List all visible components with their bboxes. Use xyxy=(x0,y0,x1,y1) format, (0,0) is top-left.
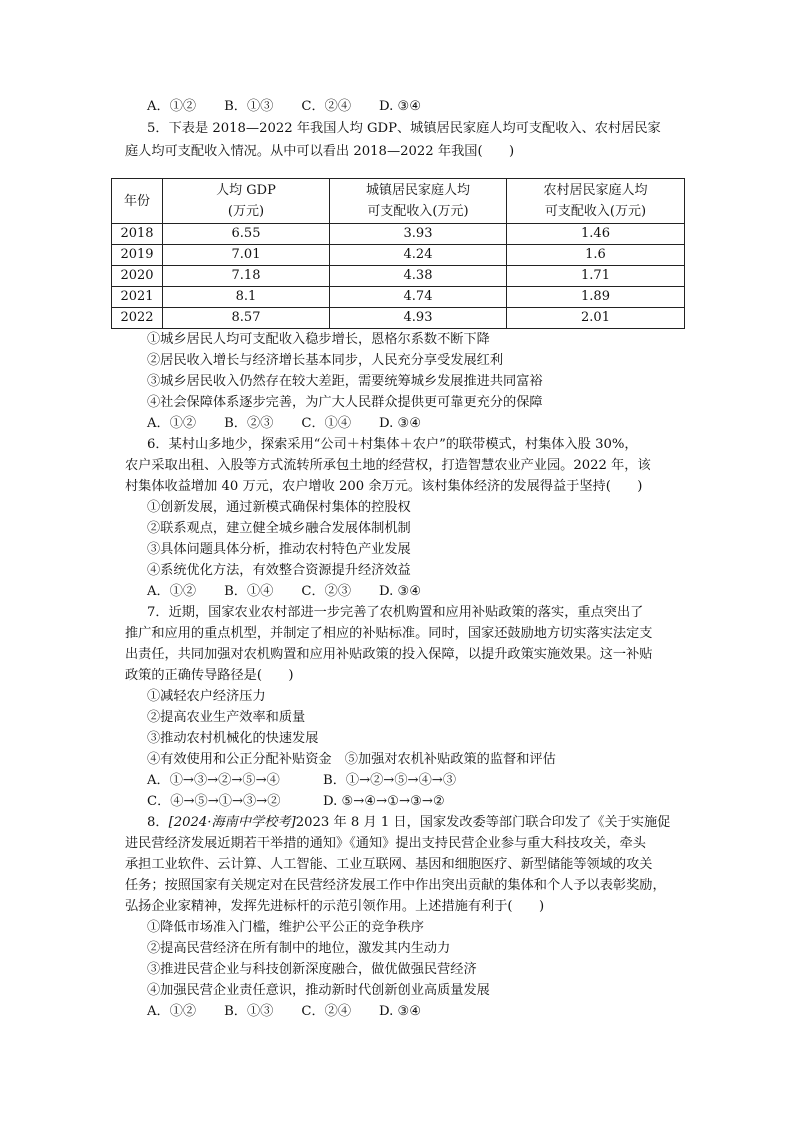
q5-item-3: ③城乡居民收入仍然存在较大差距，需要统筹城乡发展推进共同富裕 xyxy=(147,374,543,389)
q5-option-b: B．②③ xyxy=(224,416,274,431)
q8-option-d: D. ③④ xyxy=(379,1004,422,1019)
table-header-row xyxy=(112,179,685,224)
q7-option-a: A．①→③→②→⑤→④ xyxy=(147,773,280,788)
q6-option-d: D. ③④ xyxy=(379,584,422,599)
table-row xyxy=(112,224,685,245)
q8-item-4: ④加强民营企业责任意识，推动新时代创新创业高质量发展 xyxy=(147,983,490,998)
table-row xyxy=(112,287,685,308)
table-header-rural-income: 农村居民家庭人均 可支配收入(万元) xyxy=(507,179,685,224)
table-cell: 1.89 xyxy=(507,287,685,308)
q8-stem-line-2: 进民营经济发展近期若干举措的通知》《通知》提出支持民营企业参与重大科技攻关，牵头 xyxy=(125,836,646,851)
q5-option-c: C．①④ xyxy=(301,416,352,431)
q8-item-3: ③推进民营企业与科技创新深度融合，做优做强民营经济 xyxy=(147,962,477,977)
table-cell: 3.93 xyxy=(330,224,507,245)
q8-item-1: ①降低市场准入门槛，维护公平公正的竞争秩序 xyxy=(147,920,424,935)
q8-source: [2024·海南中学校考] xyxy=(168,815,296,830)
table-cell: 2018 xyxy=(112,224,163,245)
table-cell: 4.38 xyxy=(330,266,507,287)
q4-option-a: A．①② xyxy=(147,99,197,114)
q8-stem-line-3: 承担工业软件、云计算、人工智能、工业互联网、基因和细胞医疗、新型储能等领域的攻关 xyxy=(125,857,653,872)
q5-stem-line-2: 庭人均可支配收入情况。从中可以看出 2018—2022 年我国( ) xyxy=(125,144,515,159)
q7-item-1: ①减轻农户经济压力 xyxy=(147,689,266,704)
table-cell: 2020 xyxy=(112,266,163,287)
q7-option-d: D. ⑤→④→①→③→② xyxy=(323,794,445,809)
q4-options xyxy=(147,97,421,117)
q7-item-2: ②提高农业生产效率和质量 xyxy=(147,710,306,725)
q8-stem-line-5: 弘扬企业家精神，发挥先进标杆的示范引领作用。上述措施有利于( ) xyxy=(125,899,545,914)
table-cell: 1.71 xyxy=(507,266,685,287)
table-cell: 4.93 xyxy=(330,308,507,329)
q6-item-4: ④系统优化方法，有效整合资源提升经济效益 xyxy=(147,563,411,578)
q4-option-c: C．②④ xyxy=(301,99,352,114)
q6-option-a: A．①② xyxy=(147,584,197,599)
q5-option-a: A．①② xyxy=(147,416,197,431)
q7-option-c: C．④→⑤→①→③→② xyxy=(147,794,281,809)
q7-options-row-1 xyxy=(147,771,456,791)
q6-stem-line-1: 6．某村山多地少，探索采用“公司＋村集体＋农户”的联带模式，村集体入股 30%， xyxy=(147,437,638,452)
table-cell: 7.18 xyxy=(163,266,330,287)
q6-item-2: ②联系观点，建立健全城乡融合发展体制机制 xyxy=(147,521,411,536)
q5-option-d: D. ③④ xyxy=(379,416,422,431)
table-row xyxy=(112,266,685,287)
q6-option-b: B．①④ xyxy=(224,584,274,599)
q6-options xyxy=(147,582,421,602)
table-header-urban-income: 城镇居民家庭人均 可支配收入(万元) xyxy=(330,179,507,224)
q8-stem-line-1 xyxy=(147,813,670,833)
table-cell: 4.24 xyxy=(330,245,507,266)
q5-item-4: ④社会保障体系逐步完善，为广大人民群众提供更可靠更充分的保障 xyxy=(147,395,543,410)
q7-option-b: B．①→②→⑤→④→③ xyxy=(323,773,457,788)
q7-stem-line-4: 政策的正确传导路径是( ) xyxy=(125,668,294,683)
q4-option-d: D. ③④ xyxy=(379,99,422,114)
table-cell: 2021 xyxy=(112,287,163,308)
q7-stem-line-2: 推广和应用的重点机型，并制定了相应的补贴标准。同时，国家还鼓励地方切实落实法定支 xyxy=(125,626,653,641)
table-header-year: 年份 xyxy=(112,179,163,224)
q8-option-a: A．①② xyxy=(147,1004,197,1019)
table-cell: 2.01 xyxy=(507,308,685,329)
table-cell: 2019 xyxy=(112,245,163,266)
q7-options-row-2 xyxy=(147,792,445,812)
table-cell: 4.74 xyxy=(330,287,507,308)
q7-stem-line-3: 出责任，共同加强对农机购置和应用补贴政策的投入保障，以提升政策实施效果。这一补贴 xyxy=(125,647,653,662)
q5-options xyxy=(147,414,421,434)
q8-stem-text: 2023 年 8 月 1 日，国家发改委等部门联合印发了《关于实施促 xyxy=(295,815,671,830)
q8-option-c: C．②④ xyxy=(301,1004,352,1019)
q5-income-table xyxy=(111,178,685,329)
q6-stem-line-2: 农户采取出租、入股等方式流转所承包土地的经营权，打造智慧农业产业园。2022 年，该 xyxy=(125,458,651,473)
q8-stem-line-4: 任务；按照国家有关规定对在民营经济发展工作中作出突出贡献的集体和个人予以表彰奖励， xyxy=(125,878,666,893)
table-row xyxy=(112,308,685,329)
q5-stem-line-1: 5．下表是 2018—2022 年我国人均 GDP、城镇居民家庭人均可支配收入、农村居民家 xyxy=(147,121,661,136)
q6-option-c: C．②③ xyxy=(301,584,352,599)
table-cell: 7.01 xyxy=(163,245,330,266)
table-header-gdp: 人均 GDP (万元) xyxy=(163,179,330,224)
q6-stem-line-3: 村集体收益增加 40 万元，农户增收 200 余万元。该村集体经济的发展得益于坚持( ) xyxy=(125,479,643,494)
table-cell: 2022 xyxy=(112,308,163,329)
q5-item-2: ②居民收入增长与经济增长基本同步，人民充分享受发展红利 xyxy=(147,353,504,368)
q8-option-b: B．①③ xyxy=(224,1004,274,1019)
table-cell: 8.1 xyxy=(163,287,330,308)
table-cell: 6.55 xyxy=(163,224,330,245)
q5-item-1: ①城乡居民人均可支配收入稳步增长，恩格尔系数不断下降 xyxy=(147,332,490,347)
table-cell: 8.57 xyxy=(163,308,330,329)
q8-options xyxy=(147,1002,421,1022)
table-cell: 1.6 xyxy=(507,245,685,266)
table-cell: 1.46 xyxy=(507,224,685,245)
table-row xyxy=(112,245,685,266)
q8-item-2: ②提高民营经济在所有制中的地位，激发其内生动力 xyxy=(147,941,451,956)
q6-item-1: ①创新发展，通过新模式确保村集体的控股权 xyxy=(147,500,411,515)
q7-item-4-5: ④有效使用和公正分配补贴资金 ⑤加强对农机补贴政策的监督和评估 xyxy=(147,752,556,767)
q6-item-3: ③具体问题具体分析，推动农村特色产业发展 xyxy=(147,542,411,557)
q7-item-3: ③推动农村机械化的快速发展 xyxy=(147,731,319,746)
q4-option-b: B．①③ xyxy=(224,99,274,114)
q8-number: 8． xyxy=(147,815,169,830)
q7-stem-line-1: 7．近期，国家农业农村部进一步完善了农机购置和应用补贴政策的落实，重点突出了 xyxy=(147,605,644,620)
